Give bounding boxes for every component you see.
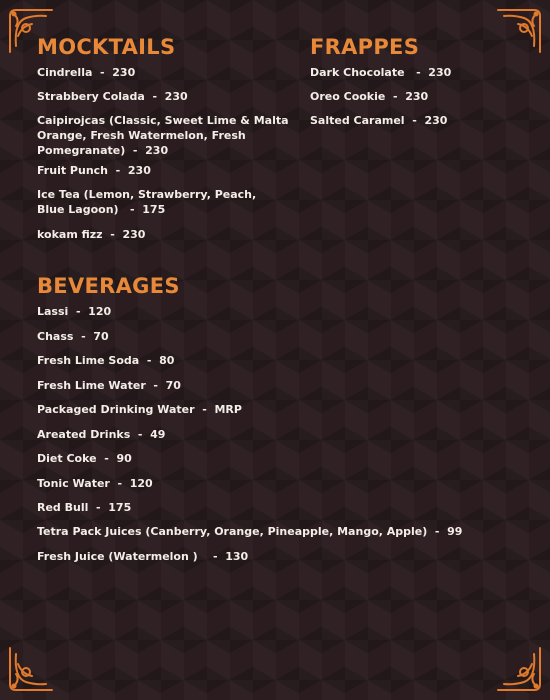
floral-corner-icon [496,646,544,694]
menu-item: Chass - 70 [37,330,109,343]
menu-item: Strabbery Colada - 230 [37,90,188,103]
menu-item: Diet Coke - 90 [37,452,132,465]
mocktails-heading: MOCKTAILS [37,35,176,59]
menu-item: Lassi - 120 [37,305,112,318]
floral-corner-icon [6,646,54,694]
menu-item: Oreo Cookie - 230 [310,90,429,103]
menu-item: Dark Chocolate - 230 [310,66,452,79]
menu-item: Packaged Drinking Water - MRP [37,403,242,416]
menu-item: kokam fizz - 230 [37,228,146,241]
menu-item: Fresh Juice (Watermelon ) - 130 [37,550,249,563]
menu-item: Cindrella - 230 [37,66,136,79]
menu-item: Red Bull - 175 [37,501,132,514]
menu-item: Ice Tea (Lemon, Strawberry, Peach, Blue Lagoon) - 175 [37,188,257,216]
menu-item: Fresh Lime Soda - 80 [37,354,175,367]
menu-item: Areated Drinks - 49 [37,428,166,441]
menu-item: Fruit Punch - 230 [37,164,151,177]
floral-corner-icon [496,6,544,54]
beverages-heading: BEVERAGES [37,274,180,298]
menu-item: Caipirojcas (Classic, Sweet Lime & Malta Orange, Fresh Watermelon, Fresh Pomegranate) - 230 [37,114,289,157]
menu-item: Tonic Water - 120 [37,477,153,490]
menu-item: Tetra Pack Juices (Canberry, Orange, Pineapple, Mango, Apple) - 99 [37,525,463,538]
menu-item: Fresh Lime Water - 70 [37,379,181,392]
menu-item: Salted Caramel - 230 [310,114,448,127]
frappes-heading: FRAPPES [310,35,420,59]
